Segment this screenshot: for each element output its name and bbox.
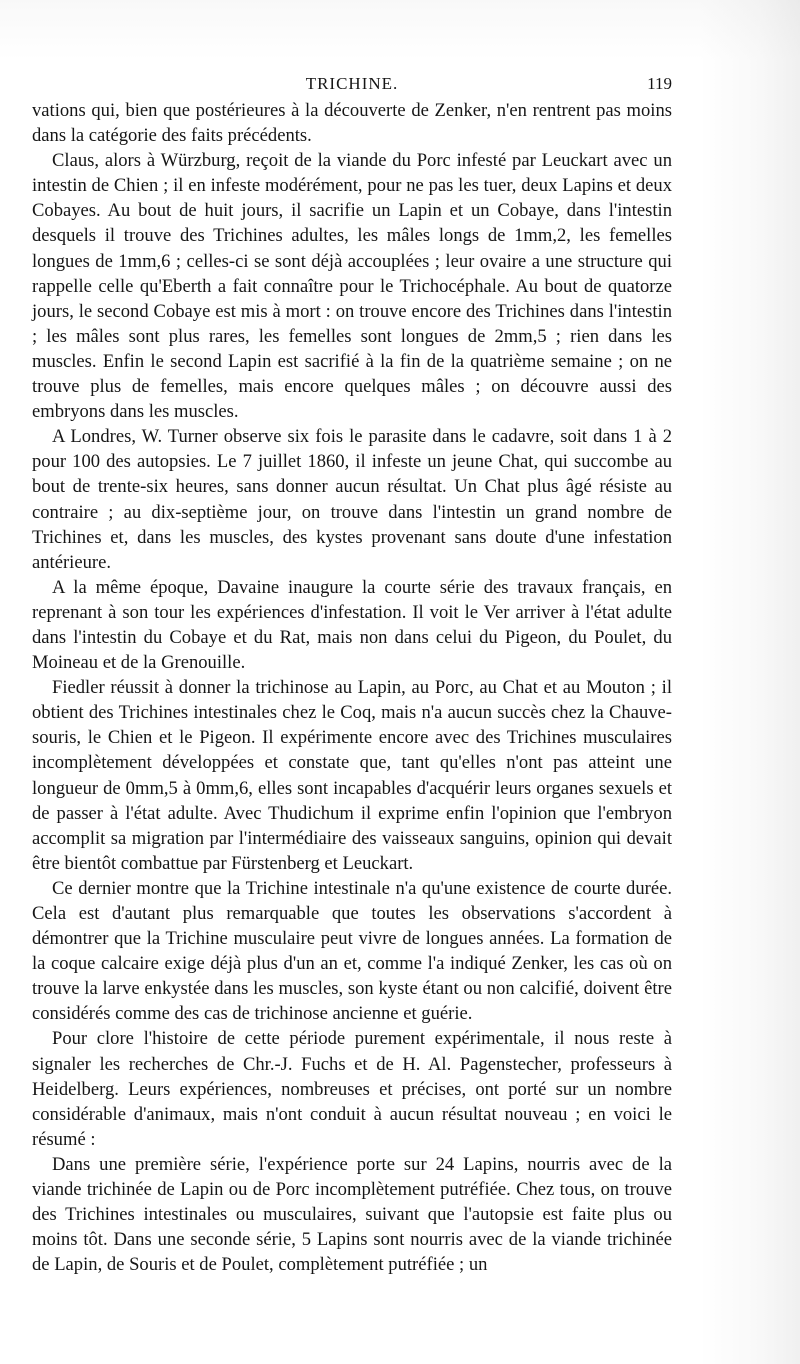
- running-header: [32, 70, 672, 98]
- paragraph: A Londres, W. Turner observe six fois le parasite dans le cadavre, soit dans 1 à 2 pour 100 des autopsies. Le 7 juillet 1860, il infeste un jeune Chat, qui succombe au bout de trente-six heures, sans donner aucun résultat. Un Chat plus âgé résiste au contraire ; au dix-septième jour, on trouve dans l'intestin un grand nombre de Trichines et, dans les muscles, des kystes provenant sans doute d'une infestation antérieure.: [32, 426, 672, 573]
- book-page: [32, 70, 672, 1277]
- paragraph: vations qui, bien que postérieures à la découverte de Zenker, n'en rentrent pas moins dans la catégorie des faits précédents.: [32, 100, 672, 147]
- page-edge-shading: [700, 0, 800, 1364]
- paragraph: Fiedler réussit à donner la trichinose au Lapin, au Porc, au Chat et au Mouton ; il obtient des Trichines intestinales chez le Coq, mais n'a aucun succès chez la Chauve-souris, le Chien et le Pigeon. Il expérimente encore avec des Trichines musculaires incomplètement développées et constate que, tant qu'elles n'ont pas atteint une longueur de 0mm,5 à 0mm,6, elles sont incapables d'acquérir leurs organes sexuels et de passer à l'état adulte. Avec Thudichum il exprime enfin l'opinion que l'embryon accomplit sa migration par l'intermédiaire des vaisseaux sanguins, opinion qui devait être bientôt combattue par Fürstenberg et Leuckart.: [32, 677, 672, 874]
- paragraph: Ce dernier montre que la Trichine intestinale n'a qu'une existence de courte durée. Cela est d'autant plus remarquable que toutes les observations s'accordent à démontrer que la Trichine musculaire peut vivre de longues années. La formation de la coque calcaire exige déjà plus d'un an et, comme l'a indiqué Zenker, les cas où on trouve la larve enkystée dans les muscles, son kyste étant ou non calcifié, doivent être considérés comme des cas de trichinose ancienne et guérie.: [32, 877, 672, 1025]
- paragraph: Dans une première série, l'expérience porte sur 24 Lapins, nourris avec de la viande trichinée de Lapin ou de Porc incomplètement putréfiée. Chez tous, on trouve des Trichines intestinales ou musculaires, suivant que l'autopsie est faite plus ou moins tôt. Dans une seconde série, 5 Lapins sont nourris avec de la viande trichinée de Lapin, de Souris et de Poulet, complètement putréfiée ; un: [32, 1153, 672, 1276]
- paragraph: Pour clore l'histoire de cette période purement expérimentale, il nous reste à signaler les recherches de Chr.-J. Fuchs et de H. Al. Pagenstecher, professeurs à Heidelberg. Leurs expériences, nombreuses et précises, ont porté sur un nombre considérable d'animaux, mais n'ont conduit à aucun résultat nouveau ; en voici le résumé :: [32, 1028, 672, 1150]
- body-text: [32, 98, 672, 1277]
- paragraph: A la même époque, Davaine inaugure la courte série des travaux français, en reprenant à son tour les expériences d'infestation. Il voit le Ver arriver à l'état adulte dans l'intestin du Cobaye et du Rat, mais non dans celui du Pigeon, du Poulet, du Moineau et de la Grenouille.: [32, 576, 672, 674]
- running-title: TRICHINE.: [305, 74, 399, 93]
- page-top-shading: [0, 0, 800, 60]
- paragraph: Claus, alors à Würzburg, reçoit de la viande du Porc infesté par Leuckart avec un intestin de Chien ; il en infeste modérément, pour ne pas les tuer, deux Lapins et deux Cobayes. Au bout de huit jours, il sacrifie un Lapin et un Cobaye, dans l'intestin desquels il trouve des Trichines adultes, les mâles longs de 1mm,2, les femelles longues de 1mm,6 ; celles-ci se sont déjà accouplées ; leur ovaire a une structure qui rappelle celle qu'Eberth a fait connaître pour le Trichocéphale. Au bout de quatorze jours, le second Cobaye est mis à mort : on trouve encore des Trichines dans l'intestin ; les mâles sont plus rares, les femelles sont longues de 2mm,5 ; rien dans les muscles. Enfin le second Lapin est sacrifié à la fin de la quatrième semaine ; on ne trouve plus de femelles, mais encore quelques mâles ; on découvre aussi des embryons dans les muscles.: [32, 150, 672, 423]
- page-number: 119: [647, 74, 672, 93]
